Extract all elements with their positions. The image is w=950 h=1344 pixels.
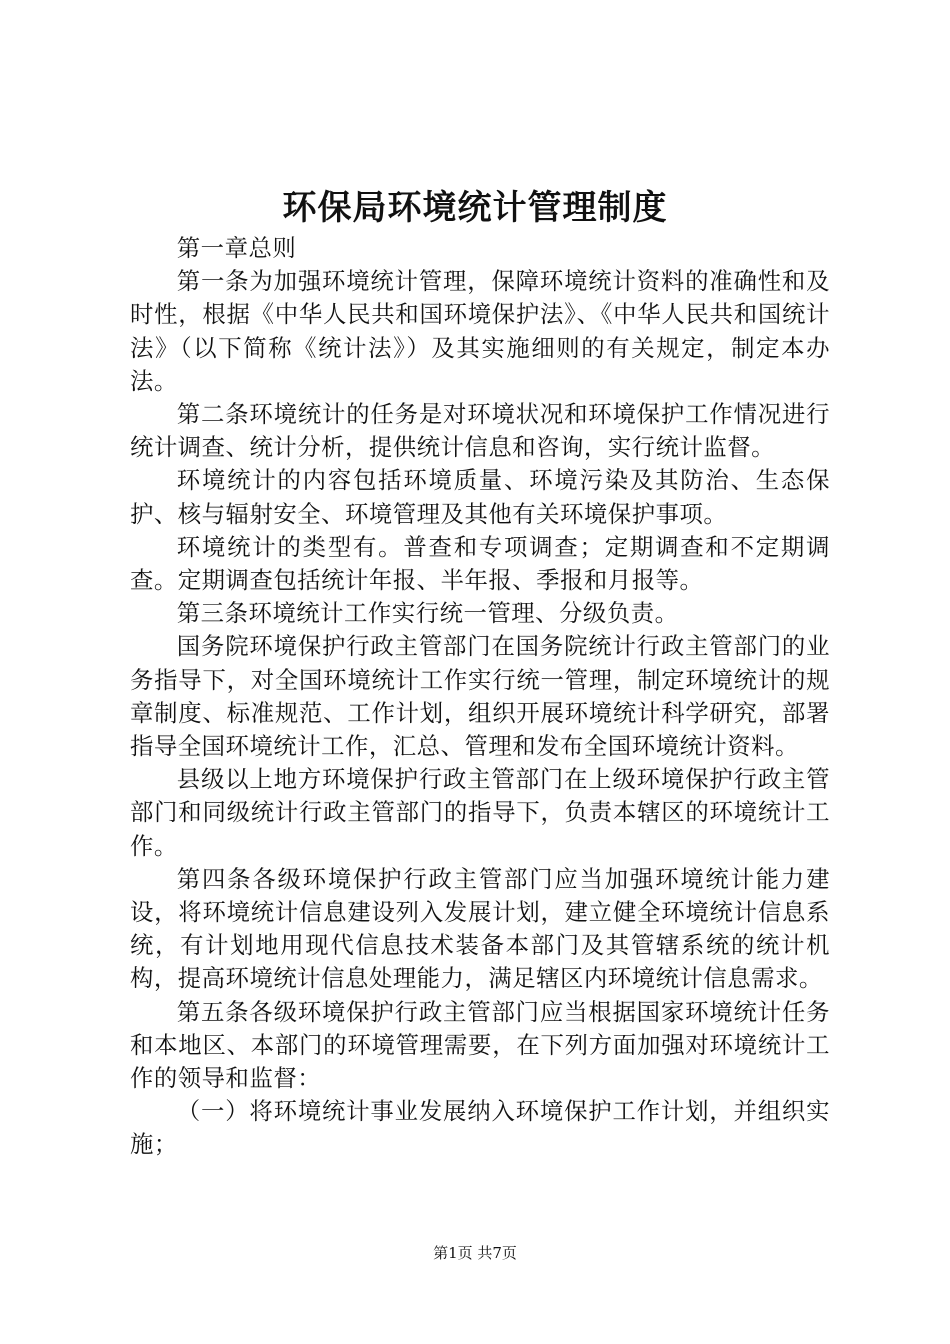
paragraph: （一）将环境统计事业发展纳入环境保护工作计划，并组织实施； [130,1097,830,1159]
paragraph: 国务院环境保护行政主管部门在国务院统计行政主管部门的业务指导下，对全国环境统计工作实行统一管理，制定环境统计的规章制度、标准规范、工作计划，组织开展环境统计科学研究，部署指导全国环境统计工作，汇总、管理和发布全国环境统计资料。 [130,632,830,761]
paragraph: 第二条环境统计的任务是对环境状况和环境保护工作情况进行统计调查、统计分析，提供统计信息和咨询，实行统计监督。 [130,400,830,462]
page-number-footer: 第1页 共7页 [433,1244,517,1262]
paragraph: 环境统计的内容包括环境质量、环境污染及其防治、生态保护、核与辐射安全、环境管理及其他有关环境保护事项。 [130,466,830,528]
document-body [130,232,830,1162]
paragraph: 第四条各级环境保护行政主管部门应当加强环境统计能力建设，将环境统计信息建设列入发展计划，建立健全环境统计信息系统，有计划地用现代信息技术装备本部门及其管辖系统的统计机构，提高环境统计信息处理能力，满足辖区内环境统计信息需求。 [130,864,830,993]
paragraph: 第五条各级环境保护行政主管部门应当根据国家环境统计任务和本地区、本部门的环境管理需要，在下列方面加强对环境统计工作的领导和监督： [130,997,830,1093]
document-title: 环保局环境统计管理制度 [282,188,668,228]
paragraph: 第三条环境统计工作实行统一管理、分级负责。 [176,599,679,628]
paragraph: 第一条为加强环境统计管理，保障环境统计资料的准确性和及时性，根据《中华人民共和国环境保护法》、《中华人民共和国统计法》（以下简称《统计法》）及其实施细则的有关规定，制定本办法。 [130,267,830,395]
paragraph: 环境统计的类型有。普查和专项调查；定期调查和不定期调查。定期调查包括统计年报、半年报、季报和月报等。 [130,532,830,595]
chapter-heading: 第一章总则 [176,234,297,262]
paragraph: 县级以上地方环境保护行政主管部门在上级环境保护行政主管部门和同级统计行政主管部门的指导下，负责本辖区的环境统计工作。 [130,765,830,860]
